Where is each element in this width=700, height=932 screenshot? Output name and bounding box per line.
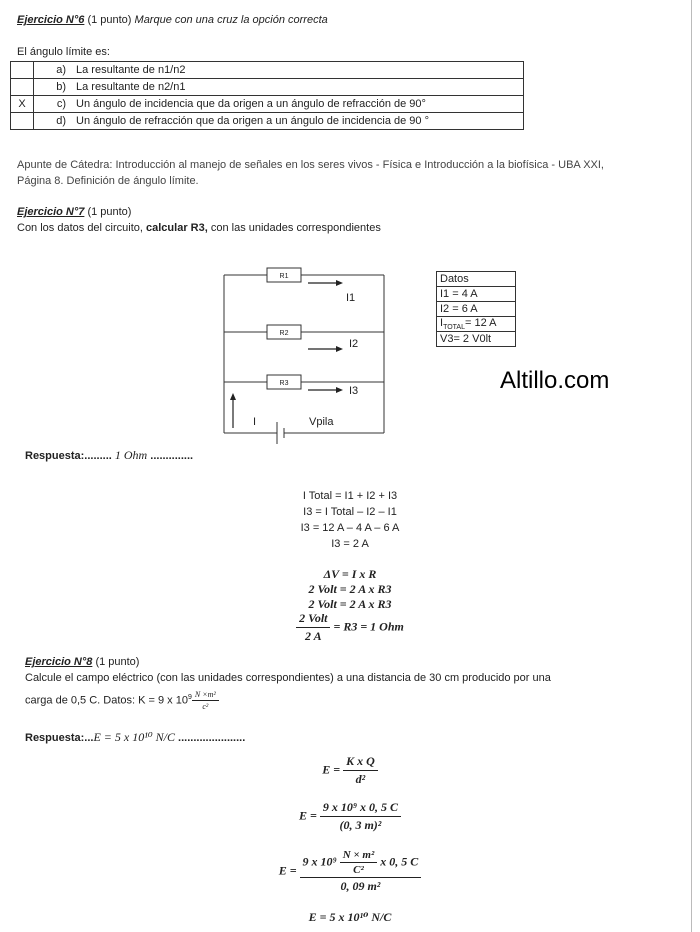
watermark: Altillo.com	[500, 367, 610, 394]
option-mark[interactable]	[11, 79, 34, 96]
option-letter: b)	[34, 79, 73, 96]
q7-step: I3 = I Total – I2 – I1	[303, 506, 397, 518]
q7-step: I3 = 12 A – 4 A – 6 A	[300, 522, 400, 534]
q8-line2	[25, 690, 219, 711]
datos-table	[436, 271, 516, 347]
resistor-r2	[267, 325, 301, 339]
eq3-inner-den: C²	[353, 864, 364, 876]
datos-row: V3= 2 V0lt	[437, 332, 516, 347]
itotal-sub: TOTAL	[443, 324, 465, 332]
q7-fraction	[0, 611, 700, 644]
option-letter: c)	[34, 96, 73, 113]
q8-answer-label: Respuesta:...	[25, 732, 94, 744]
option-mark[interactable]: X	[11, 96, 34, 113]
option-row[interactable]	[11, 113, 524, 130]
q8-answer-dots: ......................	[178, 732, 246, 744]
eq2-lhs: E =	[298, 808, 317, 823]
q7-step: I3 = 2 A	[331, 538, 369, 550]
q6-source-line2: Página 8. Definición de ángulo límite.	[17, 175, 199, 187]
q7-points: (1 punto)	[87, 206, 132, 218]
eq2-den: (0, 3 m)²	[339, 818, 382, 832]
i1-label: I1	[346, 292, 356, 304]
option-letter: a)	[34, 62, 73, 79]
q8-eq3	[0, 849, 700, 894]
q6-heading	[17, 14, 328, 26]
q7-prompt-c: con las unidades correspondientes	[210, 222, 381, 234]
i3-label: I3	[349, 385, 359, 397]
datos-header: Datos	[437, 272, 516, 287]
q7-heading	[17, 206, 131, 218]
q7-prompt-b: calcular R3,	[146, 222, 208, 234]
option-text: La resultante de n1/n2	[72, 62, 524, 79]
eq3-inner-num: N × m²	[340, 849, 378, 863]
option-text: La resultante de n2/n1	[72, 79, 524, 96]
option-row[interactable]	[11, 79, 524, 96]
q8-k-den: c²	[202, 702, 209, 711]
q8-k-exp: 9	[187, 693, 192, 701]
eq3-den: 0, 09 m²	[340, 879, 381, 893]
resistor-r3	[267, 375, 301, 389]
circuit-diagram	[220, 262, 390, 454]
q7-formula: ΔV = I x R	[323, 567, 377, 581]
i-label: I	[253, 416, 257, 428]
q7-answer-dots: ..............	[150, 450, 194, 462]
q8-answer	[25, 730, 245, 745]
q8-line2-text: carga de 0,5 C. Datos: K = 9 x 10	[25, 694, 188, 707]
resistor-r1	[267, 268, 301, 282]
eq3-num	[300, 849, 422, 878]
datos-row: I1 = 4 A	[437, 287, 516, 302]
q7-frac-num: 2 Volt	[296, 611, 330, 628]
r3-label: R3	[279, 380, 289, 387]
q7-prompt-a: Con los datos del circuito,	[17, 222, 143, 234]
q6-stem: El ángulo límite es:	[17, 46, 110, 58]
q6-instruction: Marque con una cruz la opción correcta	[134, 14, 328, 26]
option-letter: d)	[34, 113, 73, 130]
vpila-label: Vpila	[309, 416, 334, 428]
page-edge-divider	[691, 0, 692, 932]
itotal-i: I	[440, 317, 444, 329]
eq1-lhs: E =	[322, 762, 341, 777]
q7-prompt	[17, 222, 381, 234]
q7-steps	[0, 488, 700, 552]
q6-source-line1: Apunte de Cátedra: Introducción al manejo de señales en los seres vivos - Física e Introducción a la biofísica - UBA XXI,	[17, 159, 604, 171]
q8-points: (1 punto)	[95, 656, 140, 668]
q7-answer	[25, 448, 193, 463]
option-text: Un ángulo de refracción que da origen a un ángulo de incidencia de 90 °	[72, 113, 524, 130]
r1-label: R1	[279, 273, 289, 280]
q8-answer-value: E = 5 x 10¹⁰ N/C	[93, 730, 175, 744]
q7-formula: 2 Volt = 2 A x R3	[308, 582, 392, 596]
eq1-den: d²	[355, 772, 366, 786]
option-text: Un ángulo de incidencia que da origen a un ángulo de refracción de 90°	[72, 96, 524, 113]
datos-row: I2 = 6 A	[437, 302, 516, 317]
q7-frac-result: = R3 = 1 Ohm	[333, 619, 404, 634]
q8-k-num: N ×m²	[192, 690, 219, 701]
option-mark[interactable]	[11, 113, 34, 130]
option-row[interactable]	[11, 96, 524, 113]
option-mark[interactable]	[11, 62, 34, 79]
eq3-num-b: x 0, 5 C	[380, 854, 419, 869]
q6-title: Ejercicio N°6	[17, 14, 85, 26]
q8-eq2	[0, 800, 700, 833]
option-row[interactable]	[11, 62, 524, 79]
q7-formula: 2 Volt = 2 A x R3	[308, 597, 392, 611]
q6-points: (1 punto)	[87, 14, 132, 26]
eq2-num: 9 x 10⁹ x 0, 5 C	[320, 800, 401, 817]
q7-frac-den: 2 A	[305, 629, 322, 643]
eq3-lhs: E =	[278, 863, 297, 878]
q7-answer-value: 1 Ohm	[114, 448, 148, 462]
q8-final: E = 5 x 10¹⁰ N/C	[308, 910, 392, 924]
itotal-value: = 12 A	[464, 317, 497, 329]
r2-label: R2	[279, 330, 289, 337]
q8-heading	[25, 656, 139, 668]
q7-answer-label: Respuesta:.........	[25, 450, 112, 462]
q7-step: I Total = I1 + I2 + I3	[302, 490, 398, 502]
q8-eq1	[0, 754, 700, 787]
q8-line1: Calcule el campo eléctrico (con las unidades correspondientes) a una distancia de 30 cm producido por una	[25, 672, 551, 684]
q6-options-table	[10, 61, 524, 130]
eq1-num: K x Q	[343, 754, 378, 771]
q8-title: Ejercicio N°8	[25, 656, 93, 668]
datos-row	[437, 317, 516, 332]
q7-title: Ejercicio N°7	[17, 206, 85, 218]
eq3-num-a: 9 x 10⁹	[302, 854, 337, 869]
q7-formulas	[0, 567, 700, 612]
i2-label: I2	[349, 338, 359, 350]
